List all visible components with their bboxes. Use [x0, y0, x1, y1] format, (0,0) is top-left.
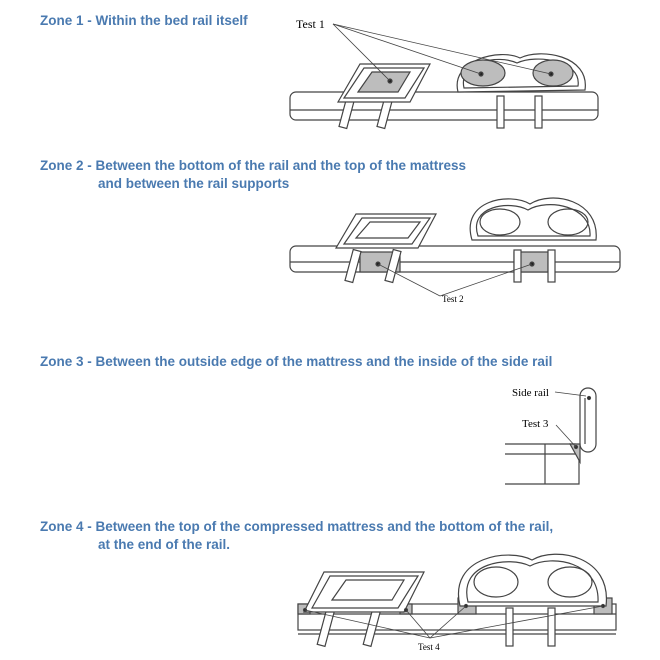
test3-label: Test 3 — [522, 418, 549, 430]
zone1-diagram — [290, 24, 598, 128]
zone3-title-text: Zone 3 - Between the outside edge of the mattress and the inside of the side rail — [40, 354, 553, 369]
side-rail-label: Side rail — [512, 387, 549, 399]
test4-label: Test 4 — [418, 642, 440, 652]
zone3-diagram — [505, 388, 596, 484]
zone1-title-text: Zone 1 - Within the bed rail itself — [40, 13, 248, 28]
zone2-title-line2: and between the rail supports — [98, 176, 290, 191]
zone4-title-text: Zone 4 - Between the top of the compressed mattress and the bottom of the rail, — [40, 519, 554, 534]
zone2-diagram — [290, 198, 620, 296]
zone4-title-line2: at the end of the rail. — [98, 537, 231, 552]
zone2-title-text: Zone 2 - Between the bottom of the rail and the top of the mattress — [40, 158, 467, 173]
test2-label: Test 2 — [442, 294, 464, 304]
zone4-diagram — [298, 554, 616, 646]
test1-label: Test 1 — [296, 17, 325, 31]
